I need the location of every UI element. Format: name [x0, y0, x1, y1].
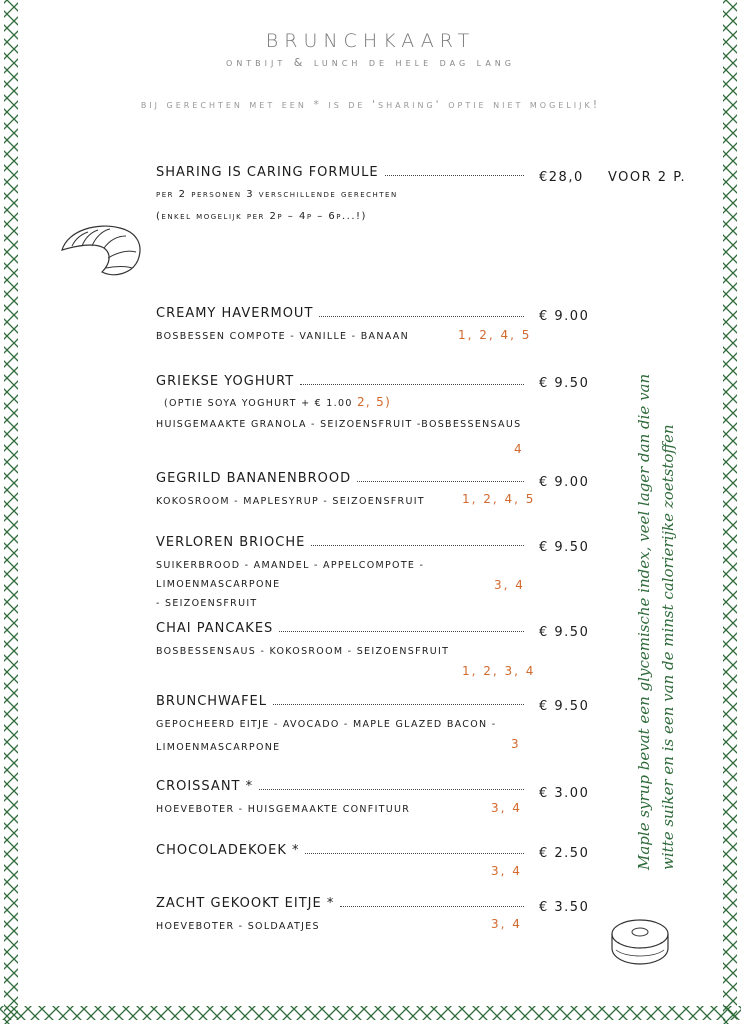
- item-name: SHARING IS CARING FORMULE: [156, 165, 379, 180]
- allergen-codes: 3, 4: [491, 864, 522, 878]
- item-price: € 2.50: [539, 846, 590, 861]
- leader-dots: [319, 315, 524, 317]
- item-description: SUIKERBROOD - AMANDEL - APPELCOMPOTE - LIMOENMASCARPONE: [156, 560, 425, 590]
- menu-item-zacht-gekookt-eitje: [156, 896, 526, 936]
- croissant-illustration: [58, 220, 150, 280]
- item-name: GEGRILD BANANENBROOD: [156, 471, 352, 486]
- sharing-price: €28,0: [539, 170, 584, 185]
- left-border: [0, 0, 22, 1024]
- item-price: € 9.00: [539, 475, 590, 490]
- item-name: BRUNCHWAFEL: [156, 694, 268, 709]
- item-name: CHAI PANCAKES: [156, 621, 274, 636]
- item-description: BOSBESSEN COMPOTE - VANILLE - BANAAN: [156, 331, 409, 342]
- menu-title: BRUNCHKAART: [265, 30, 476, 52]
- leader-dots: [300, 383, 524, 385]
- item-description: HOEVEBOTER - HUISGEMAAKTE CONFITUUR: [156, 804, 411, 815]
- allergen-codes: 3, 4: [491, 801, 522, 815]
- menu-item-croissant: [156, 779, 526, 819]
- item-description-2: - SEIZOENSFRUIT: [156, 598, 258, 609]
- maple-syrup-note: [632, 350, 680, 870]
- allergen-codes: 1, 2, 3, 4: [462, 664, 536, 678]
- allergen-codes: 3, 4: [494, 578, 525, 592]
- allergen-codes: 1, 2, 4, 5: [458, 328, 532, 342]
- item-description: GEPOCHEERD EITJE - AVOCADO - MAPLE GLAZED BACON -: [156, 719, 497, 730]
- menu-item-brunchwafel: [156, 694, 526, 757]
- option-allergen: 2, 5): [357, 395, 392, 409]
- item-name: CHOCOLADEKOEK *: [156, 843, 300, 858]
- item-description: BOSBESSENSAUS - KOKOSROOM - SEIZOENSFRUIT: [156, 646, 450, 657]
- sharing-formula: [156, 165, 526, 228]
- item-price: € 9.50: [539, 540, 590, 555]
- right-border: [719, 0, 741, 1024]
- allergen-codes: 3: [511, 737, 521, 751]
- item-name: CROISSANT *: [156, 779, 254, 794]
- note-line-2: witte suiker en is een van de minst calorierijke zoetstoffen: [659, 424, 677, 870]
- item-description: HOEVEBOTER - SOLDAATJES: [156, 921, 320, 932]
- item-price: € 9.50: [539, 699, 590, 714]
- menu-subtitle: ontbijt & lunch de hele dag lang: [226, 56, 515, 69]
- item-description: KOKOSROOM - MAPLESYRUP - SEIZOENSFRUIT: [156, 496, 425, 507]
- item-price: € 3.50: [539, 900, 590, 915]
- note-line-1: Maple syrup bevat een glycemische index, veel lager dan die van: [635, 373, 653, 870]
- menu-item-chai-pancakes: [156, 621, 526, 661]
- leader-dots: [305, 852, 524, 854]
- leader-dots: [311, 544, 524, 546]
- item-price: € 9.50: [539, 625, 590, 640]
- item-price: € 9.50: [539, 376, 590, 391]
- item-price: € 3.00: [539, 786, 590, 801]
- sharing-persons: VOOR 2 P.: [608, 170, 687, 185]
- item-description: per 2 personen 3 verschillende gerechten: [156, 189, 398, 200]
- allergen-codes: 3, 4: [491, 917, 522, 931]
- item-name: VERLOREN BRIOCHE: [156, 535, 306, 550]
- leader-dots: [357, 480, 524, 482]
- donut-illustration: [606, 910, 674, 972]
- allergen-codes: 1, 2, 4, 5: [462, 492, 536, 506]
- item-description-2: LIMOENMASCARPONE: [156, 742, 281, 753]
- menu-item-chocoladekoek: [156, 843, 526, 858]
- menu-item-griekse-yoghurt: [156, 374, 526, 434]
- option-text: (OPTIE SOYA YOGHURT + € 1.00: [164, 398, 353, 409]
- item-description: HUISGEMAAKTE GRANOLA - SEIZOENSFRUIT -BOSBESSENSAUS: [156, 419, 522, 430]
- leader-dots: [385, 174, 524, 176]
- allergen-codes: 4: [514, 442, 524, 456]
- item-description-2: (enkel mogelijk per 2p – 4p – 6p...!): [156, 211, 367, 222]
- item-name: GRIEKSE YOGHURT: [156, 374, 295, 389]
- item-option: [164, 393, 526, 413]
- item-name: CREAMY HAVERMOUT: [156, 306, 314, 321]
- menu-item-verloren-brioche: [156, 535, 526, 613]
- leader-dots: [279, 630, 524, 632]
- item-price: € 9.00: [539, 309, 590, 324]
- leader-dots: [259, 788, 524, 790]
- sharing-notice: bij gerechten met een * is de 'sharing' optie niet mogelijk!: [140, 98, 601, 111]
- leader-dots: [340, 905, 524, 907]
- leader-dots: [273, 703, 524, 705]
- item-name: ZACHT GEKOOKT EITJE *: [156, 896, 335, 911]
- bottom-border: [0, 1002, 741, 1024]
